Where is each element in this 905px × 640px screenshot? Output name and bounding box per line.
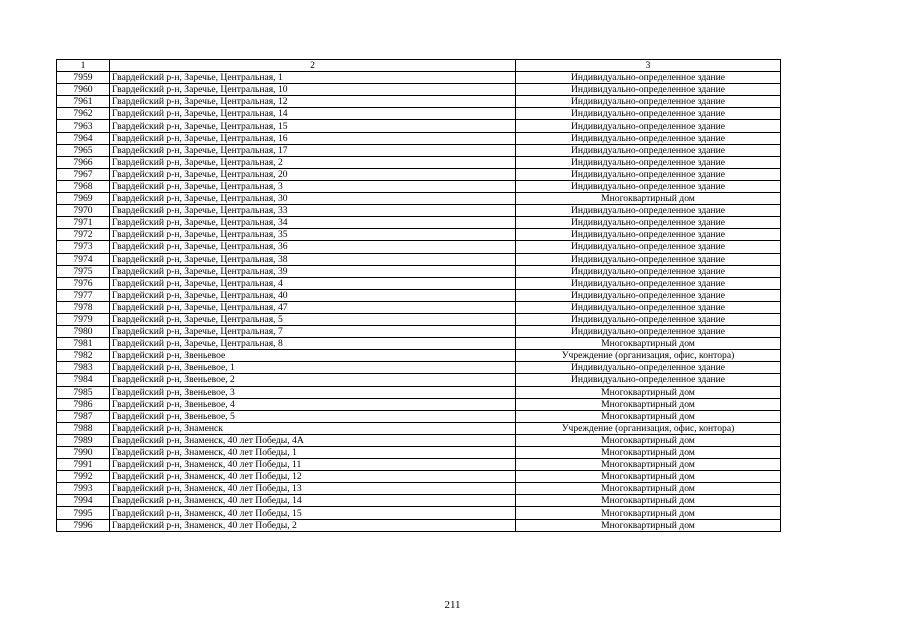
row-number-cell: 7968: [57, 180, 110, 192]
row-number-cell: 7970: [57, 205, 110, 217]
row-number-cell: 7971: [57, 217, 110, 229]
table-row: [57, 132, 781, 144]
address-cell: Гвардейский р-н, Звеньевое, 2: [110, 374, 516, 386]
table-row: [57, 265, 781, 277]
building-type-cell: Многоквартирный дом: [516, 386, 781, 398]
building-type-cell: Индивидуально-определенное здание: [516, 229, 781, 241]
table-row: [57, 374, 781, 386]
building-type-cell: Индивидуально-определенное здание: [516, 253, 781, 265]
address-cell: Гвардейский р-н, Звеньевое, 3: [110, 386, 516, 398]
address-cell: Гвардейский р-н, Звеньевое, 1: [110, 362, 516, 374]
table-row: [57, 96, 781, 108]
address-cell: Гвардейский р-н, Заречье, Центральная, 3: [110, 180, 516, 192]
table-row: [57, 289, 781, 301]
table-body: [57, 60, 781, 532]
address-cell: Гвардейский р-н, Знаменск, 40 лет Победы, 15: [110, 507, 516, 519]
header-col-1: 1: [57, 60, 110, 72]
table-row: [57, 84, 781, 96]
address-cell: Гвардейский р-н, Заречье, Центральная, 35: [110, 229, 516, 241]
building-type-cell: Многоквартирный дом: [516, 507, 781, 519]
address-cell: Гвардейский р-н, Заречье, Центральная, 17: [110, 144, 516, 156]
address-cell: Гвардейский р-н, Заречье, Центральная, 12: [110, 96, 516, 108]
table-row: [57, 313, 781, 325]
building-type-cell: Индивидуально-определенное здание: [516, 108, 781, 120]
row-number-cell: 7996: [57, 519, 110, 531]
row-number-cell: 7976: [57, 277, 110, 289]
row-number-cell: 7964: [57, 132, 110, 144]
table-row: [57, 362, 781, 374]
building-type-cell: Индивидуально-определенное здание: [516, 241, 781, 253]
table-row: [57, 72, 781, 84]
building-type-cell: Многоквартирный дом: [516, 193, 781, 205]
header-row: [57, 60, 781, 72]
table-row: [57, 156, 781, 168]
building-type-cell: Многоквартирный дом: [516, 338, 781, 350]
table-row: [57, 217, 781, 229]
row-number-cell: 7961: [57, 96, 110, 108]
address-cell: Гвардейский р-н, Заречье, Центральная, 15: [110, 120, 516, 132]
address-cell: Гвардейский р-н, Знаменск, 40 лет Победы, 13: [110, 483, 516, 495]
address-cell: Гвардейский р-н, Звеньевое, 4: [110, 398, 516, 410]
row-number-cell: 7981: [57, 338, 110, 350]
address-cell: Гвардейский р-н, Заречье, Центральная, 34: [110, 217, 516, 229]
table-row: [57, 108, 781, 120]
row-number-cell: 7995: [57, 507, 110, 519]
table-row: [57, 241, 781, 253]
row-number-cell: 7977: [57, 289, 110, 301]
address-cell: Гвардейский р-н, Заречье, Центральная, 1: [110, 72, 516, 84]
table-row: [57, 120, 781, 132]
address-cell: Гвардейский р-н, Заречье, Центральная, 33: [110, 205, 516, 217]
building-type-cell: Индивидуально-определенное здание: [516, 362, 781, 374]
page-number: 211: [444, 599, 461, 611]
table-row: [57, 180, 781, 192]
table-row: [57, 386, 781, 398]
row-number-cell: 7972: [57, 229, 110, 241]
building-type-cell: Многоквартирный дом: [516, 471, 781, 483]
table-row: [57, 471, 781, 483]
building-type-cell: Индивидуально-определенное здание: [516, 168, 781, 180]
row-number-cell: 7992: [57, 471, 110, 483]
building-type-cell: Индивидуально-определенное здание: [516, 156, 781, 168]
row-number-cell: 7965: [57, 144, 110, 156]
address-cell: Гвардейский р-н, Заречье, Центральная, 10: [110, 84, 516, 96]
building-type-cell: Многоквартирный дом: [516, 447, 781, 459]
table-row: [57, 495, 781, 507]
table-row: [57, 459, 781, 471]
building-type-cell: Учреждение (организация, офис, контора): [516, 350, 781, 362]
table-row: [57, 253, 781, 265]
building-type-cell: Индивидуально-определенное здание: [516, 265, 781, 277]
row-number-cell: 7984: [57, 374, 110, 386]
row-number-cell: 7978: [57, 301, 110, 313]
building-type-cell: Многоквартирный дом: [516, 398, 781, 410]
row-number-cell: 7990: [57, 447, 110, 459]
building-type-cell: Многоквартирный дом: [516, 459, 781, 471]
building-type-cell: Многоквартирный дом: [516, 483, 781, 495]
row-number-cell: 7986: [57, 398, 110, 410]
row-number-cell: 7969: [57, 193, 110, 205]
row-number-cell: 7966: [57, 156, 110, 168]
building-type-cell: Индивидуально-определенное здание: [516, 72, 781, 84]
table-row: [57, 144, 781, 156]
table-row: [57, 519, 781, 531]
row-number-cell: 7985: [57, 386, 110, 398]
address-cell: Гвардейский р-н, Заречье, Центральная, 36: [110, 241, 516, 253]
table-row: [57, 277, 781, 289]
row-number-cell: 7962: [57, 108, 110, 120]
address-cell: Гвардейский р-н, Заречье, Центральная, 2: [110, 156, 516, 168]
building-type-cell: Многоквартирный дом: [516, 519, 781, 531]
row-number-cell: 7982: [57, 350, 110, 362]
table-row: [57, 434, 781, 446]
address-cell: Гвардейский р-н, Знаменск, 40 лет Победы, 2: [110, 519, 516, 531]
registry-table: [56, 59, 781, 532]
row-number-cell: 7993: [57, 483, 110, 495]
building-type-cell: Учреждение (организация, офис, контора): [516, 422, 781, 434]
table-row: [57, 410, 781, 422]
address-cell: Гвардейский р-н, Заречье, Центральная, 4: [110, 277, 516, 289]
address-cell: Гвардейский р-н, Заречье, Центральная, 47: [110, 301, 516, 313]
address-cell: Гвардейский р-н, Знаменск, 40 лет Победы, 12: [110, 471, 516, 483]
table-row: [57, 301, 781, 313]
header-col-3: 3: [516, 60, 781, 72]
address-cell: Гвардейский р-н, Знаменск: [110, 422, 516, 434]
table-row: [57, 507, 781, 519]
address-cell: Гвардейский р-н, Заречье, Центральная, 8: [110, 338, 516, 350]
building-type-cell: Индивидуально-определенное здание: [516, 313, 781, 325]
header-col-2: 2: [110, 60, 516, 72]
address-cell: Гвардейский р-н, Заречье, Центральная, 40: [110, 289, 516, 301]
building-type-cell: Многоквартирный дом: [516, 495, 781, 507]
building-type-cell: Индивидуально-определенное здание: [516, 326, 781, 338]
row-number-cell: 7991: [57, 459, 110, 471]
row-number-cell: 7994: [57, 495, 110, 507]
building-type-cell: Индивидуально-определенное здание: [516, 205, 781, 217]
building-type-cell: Индивидуально-определенное здание: [516, 96, 781, 108]
row-number-cell: 7989: [57, 434, 110, 446]
address-cell: Гвардейский р-н, Заречье, Центральная, 38: [110, 253, 516, 265]
address-cell: Гвардейский р-н, Заречье, Центральная, 20: [110, 168, 516, 180]
address-cell: Гвардейский р-н, Заречье, Центральная, 7: [110, 326, 516, 338]
address-cell: Гвардейский р-н, Знаменск, 40 лет Победы, 14: [110, 495, 516, 507]
table-row: [57, 326, 781, 338]
table-row: [57, 422, 781, 434]
building-type-cell: Индивидуально-определенное здание: [516, 277, 781, 289]
row-number-cell: 7987: [57, 410, 110, 422]
building-type-cell: Индивидуально-определенное здание: [516, 180, 781, 192]
address-cell: Гвардейский р-н, Заречье, Центральная, 16: [110, 132, 516, 144]
building-type-cell: Индивидуально-определенное здание: [516, 217, 781, 229]
building-type-cell: Многоквартирный дом: [516, 410, 781, 422]
row-number-cell: 7983: [57, 362, 110, 374]
address-cell: Гвардейский р-н, Знаменск, 40 лет Победы, 11: [110, 459, 516, 471]
row-number-cell: 7973: [57, 241, 110, 253]
building-type-cell: Индивидуально-определенное здание: [516, 132, 781, 144]
row-number-cell: 7960: [57, 84, 110, 96]
table-row: [57, 168, 781, 180]
building-type-cell: Индивидуально-определенное здание: [516, 144, 781, 156]
row-number-cell: 7980: [57, 326, 110, 338]
table-row: [57, 338, 781, 350]
address-cell: Гвардейский р-н, Знаменск, 40 лет Победы, 1: [110, 447, 516, 459]
table-row: [57, 193, 781, 205]
address-cell: Гвардейский р-н, Заречье, Центральная, 30: [110, 193, 516, 205]
row-number-cell: 7975: [57, 265, 110, 277]
building-type-cell: Индивидуально-определенное здание: [516, 120, 781, 132]
address-cell: Гвардейский р-н, Звеньевое: [110, 350, 516, 362]
building-type-cell: Индивидуально-определенное здание: [516, 289, 781, 301]
table-row: [57, 447, 781, 459]
table-row: [57, 398, 781, 410]
address-cell: Гвардейский р-н, Заречье, Центральная, 39: [110, 265, 516, 277]
row-number-cell: 7967: [57, 168, 110, 180]
address-cell: Гвардейский р-н, Заречье, Центральная, 14: [110, 108, 516, 120]
table-row: [57, 229, 781, 241]
address-cell: Гвардейский р-н, Заречье, Центральная, 5: [110, 313, 516, 325]
address-cell: Гвардейский р-н, Звеньевое, 5: [110, 410, 516, 422]
address-cell: Гвардейский р-н, Знаменск, 40 лет Победы, 4А: [110, 434, 516, 446]
building-type-cell: Индивидуально-определенное здание: [516, 84, 781, 96]
table-row: [57, 483, 781, 495]
building-type-cell: Индивидуально-определенное здание: [516, 374, 781, 386]
row-number-cell: 7974: [57, 253, 110, 265]
row-number-cell: 7988: [57, 422, 110, 434]
building-type-cell: Многоквартирный дом: [516, 434, 781, 446]
row-number-cell: 7979: [57, 313, 110, 325]
row-number-cell: 7963: [57, 120, 110, 132]
table-row: [57, 350, 781, 362]
table-row: [57, 205, 781, 217]
building-type-cell: Индивидуально-определенное здание: [516, 301, 781, 313]
row-number-cell: 7959: [57, 72, 110, 84]
